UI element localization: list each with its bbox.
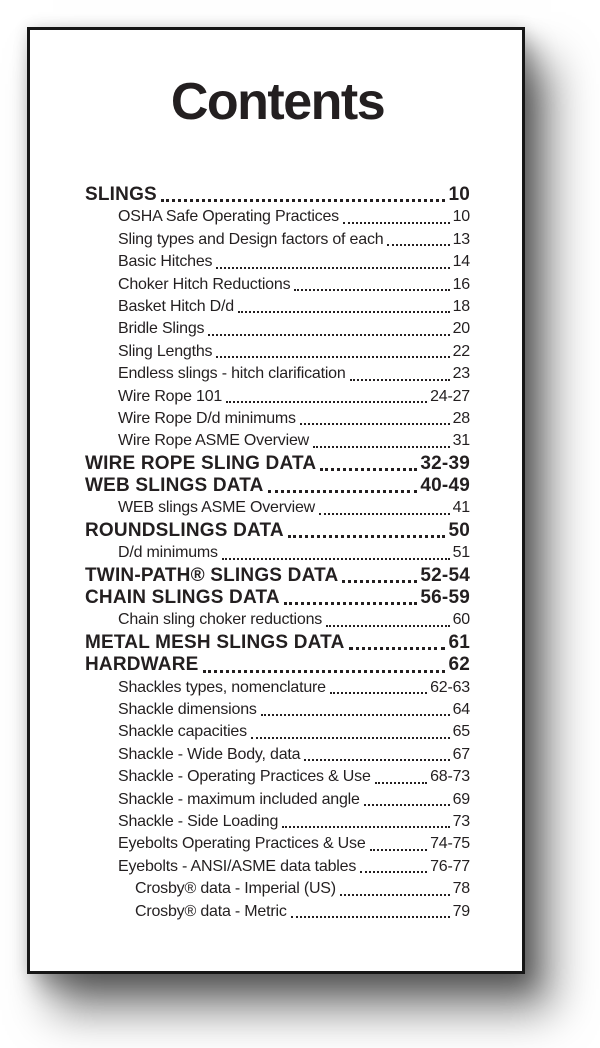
toc-entry (85, 609, 470, 631)
toc-leader-dots (282, 826, 449, 828)
toc-entry-label: WEB SLINGS DATA (85, 475, 264, 497)
toc-entry-label: Shackle - maximum included angle (118, 790, 360, 808)
toc-entry-page: 28 (452, 409, 470, 427)
toc-leader-dots (370, 849, 428, 851)
toc-leader-dots (216, 267, 449, 269)
page-sheet (27, 27, 525, 974)
toc-entry-page: 76-77 (430, 857, 470, 875)
toc-leader-dots (360, 871, 427, 873)
toc-entry (85, 811, 470, 833)
toc-entry-page: 73 (452, 812, 470, 830)
toc-entry-page: 65 (452, 723, 470, 741)
toc-entry-label: Sling Lengths (118, 342, 213, 360)
toc-entry (85, 206, 470, 228)
toc-entry-page: 52-54 (420, 564, 470, 586)
toc-leader-dots (342, 580, 417, 583)
toc-entry (85, 677, 470, 699)
toc-leader-dots (161, 199, 446, 202)
toc-leader-dots (294, 289, 449, 291)
toc-entry (85, 833, 470, 855)
toc-entry (85, 878, 470, 900)
toc-entry (85, 632, 470, 654)
toc-entry-label: HARDWARE (85, 654, 199, 676)
toc-entry-page: 62-63 (430, 678, 470, 696)
toc-entry-label: Eyebolts Operating Practices & Use (118, 835, 366, 853)
toc-leader-dots (226, 401, 427, 403)
toc-entry-page: 31 (452, 432, 470, 450)
toc-entry (85, 475, 470, 497)
toc-entry-page: 23 (452, 365, 470, 383)
toc-entry-page: 22 (452, 342, 470, 360)
toc-entry-label: Shackle - Operating Practices & Use (118, 768, 371, 786)
toc-leader-dots (251, 737, 450, 739)
toc-entry-label: Shackle dimensions (118, 700, 257, 718)
toc-entry-label: Shackle - Wide Body, data (118, 745, 301, 763)
toc-entry-page: 16 (452, 275, 470, 293)
toc-leader-dots (349, 647, 446, 650)
toc-entry (85, 565, 470, 587)
toc-entry (85, 856, 470, 878)
toc-entry (85, 430, 470, 452)
toc-entry-label: Choker Hitch Reductions (118, 275, 291, 293)
toc-entry (85, 184, 470, 206)
toc-entry (85, 901, 470, 923)
toc-entry-label: Shackle capacities (118, 723, 247, 741)
toc-entry (85, 587, 470, 609)
toc-leader-dots (375, 782, 427, 784)
toc-entry (85, 721, 470, 743)
toc-leader-dots (216, 356, 449, 358)
toc-entry-label: Wire Rope ASME Overview (118, 432, 310, 450)
toc-entry-label: Bridle Slings (118, 320, 205, 338)
toc-entry-label: Sling types and Design factors of each (118, 230, 384, 248)
toc-leader-dots (319, 513, 450, 515)
toc-entry (85, 699, 470, 721)
toc-entry-label: SLINGS (85, 184, 157, 205)
toc-entry-page: 18 (452, 297, 470, 315)
toc-leader-dots (222, 558, 450, 560)
toc-entry-label: Basic Hitches (118, 253, 213, 271)
toc-entry-page: 56-59 (420, 587, 470, 609)
toc-entry-page: 40-49 (420, 475, 470, 497)
toc-leader-dots (203, 670, 446, 673)
toc-entry (85, 744, 470, 766)
toc-entry-label: Crosby® data - Imperial (US) (135, 880, 336, 898)
toc-leader-dots (208, 334, 449, 336)
toc-entry (85, 251, 470, 273)
toc-entry-page: 10 (448, 184, 470, 205)
toc-entry-page: 62 (448, 654, 470, 676)
toc-entry-label: Wire Rope 101 (118, 387, 223, 405)
toc-entry-label: Basket Hitch D/d (118, 297, 234, 315)
toc-entry-page: 24-27 (430, 387, 470, 405)
toc-leader-dots (340, 894, 450, 896)
toc-leader-dots (330, 692, 427, 694)
page-title: Contents (170, 73, 385, 131)
toc-leader-dots (313, 446, 450, 448)
toc-entry-label: Crosby® data - Metric (135, 902, 287, 920)
toc-entry (85, 408, 470, 430)
toc-leader-dots (300, 423, 450, 425)
toc-entry-page: 64 (452, 700, 470, 718)
toc-entry-page: 69 (452, 790, 470, 808)
toc-entry-label: WEB slings ASME Overview (118, 499, 316, 517)
toc-entry-page: 74-75 (430, 835, 470, 853)
toc-leader-dots (364, 804, 450, 806)
toc-entry (85, 789, 470, 811)
toc-entry (85, 363, 470, 385)
toc-entry (85, 497, 470, 519)
toc-entry-page: 67 (452, 745, 470, 763)
toc-entry-page: 41 (452, 499, 470, 517)
toc-entry (85, 341, 470, 363)
toc-entry-page: 13 (452, 230, 470, 248)
toc-leader-dots (291, 916, 450, 918)
toc-entry (85, 296, 470, 318)
toc-entry-label: Eyebolts - ANSI/ASME data tables (118, 857, 357, 875)
toc-leader-dots (343, 222, 450, 224)
toc-leader-dots (238, 311, 450, 313)
toc-leader-dots (288, 535, 446, 538)
toc-entry (85, 386, 470, 408)
toc-entry-page: 50 (448, 519, 470, 541)
toc-leader-dots (350, 379, 450, 381)
toc-leader-dots (268, 490, 418, 493)
toc-entry (85, 766, 470, 788)
toc-entry-page: 68-73 (430, 768, 470, 786)
toc-entry-page: 60 (452, 611, 470, 629)
toc-entry (85, 654, 470, 676)
toc-entry-label: D/d minimums (118, 544, 218, 562)
toc-entry (85, 520, 470, 542)
toc-entry-page: 20 (452, 320, 470, 338)
toc-entry-page: 10 (452, 208, 470, 226)
toc-entry-label: Shackle - Side Loading (118, 812, 279, 830)
toc-entry-page: 51 (452, 544, 470, 562)
toc-entry-label: TWIN-PATH® SLINGS DATA (85, 564, 339, 586)
toc-entry-label: Endless slings - hitch clarification (118, 365, 346, 383)
toc-entry-label: Chain sling choker reductions (118, 611, 323, 629)
toc-entry-label: ROUNDSLINGS DATA (85, 519, 284, 541)
toc-entry-label: WIRE ROPE SLING DATA (85, 452, 317, 474)
toc-entry-label: METAL MESH SLINGS DATA (85, 631, 345, 653)
toc-entry-page: 32-39 (420, 452, 470, 474)
toc-leader-dots (387, 244, 449, 246)
toc-entry (85, 542, 470, 564)
toc-list (85, 184, 470, 923)
toc-entry-label: CHAIN SLINGS DATA (85, 587, 280, 609)
toc-entry-label: Wire Rope D/d minimums (118, 409, 296, 427)
toc-leader-dots (261, 714, 450, 716)
toc-entry-label: Shackles types, nomenclature (118, 678, 326, 696)
toc-entry-page: 14 (452, 253, 470, 271)
toc-entry (85, 318, 470, 340)
toc-entry (85, 229, 470, 251)
toc-entry (85, 453, 470, 475)
toc-entry-page: 61 (448, 631, 470, 653)
toc-entry-page: 78 (452, 880, 470, 898)
toc-leader-dots (304, 759, 449, 761)
toc-leader-dots (326, 625, 450, 627)
toc-entry (85, 274, 470, 296)
toc-leader-dots (284, 602, 418, 605)
toc-entry-page: 79 (452, 902, 470, 920)
toc-leader-dots (320, 468, 417, 471)
toc-entry-label: OSHA Safe Operating Practices (118, 208, 339, 226)
